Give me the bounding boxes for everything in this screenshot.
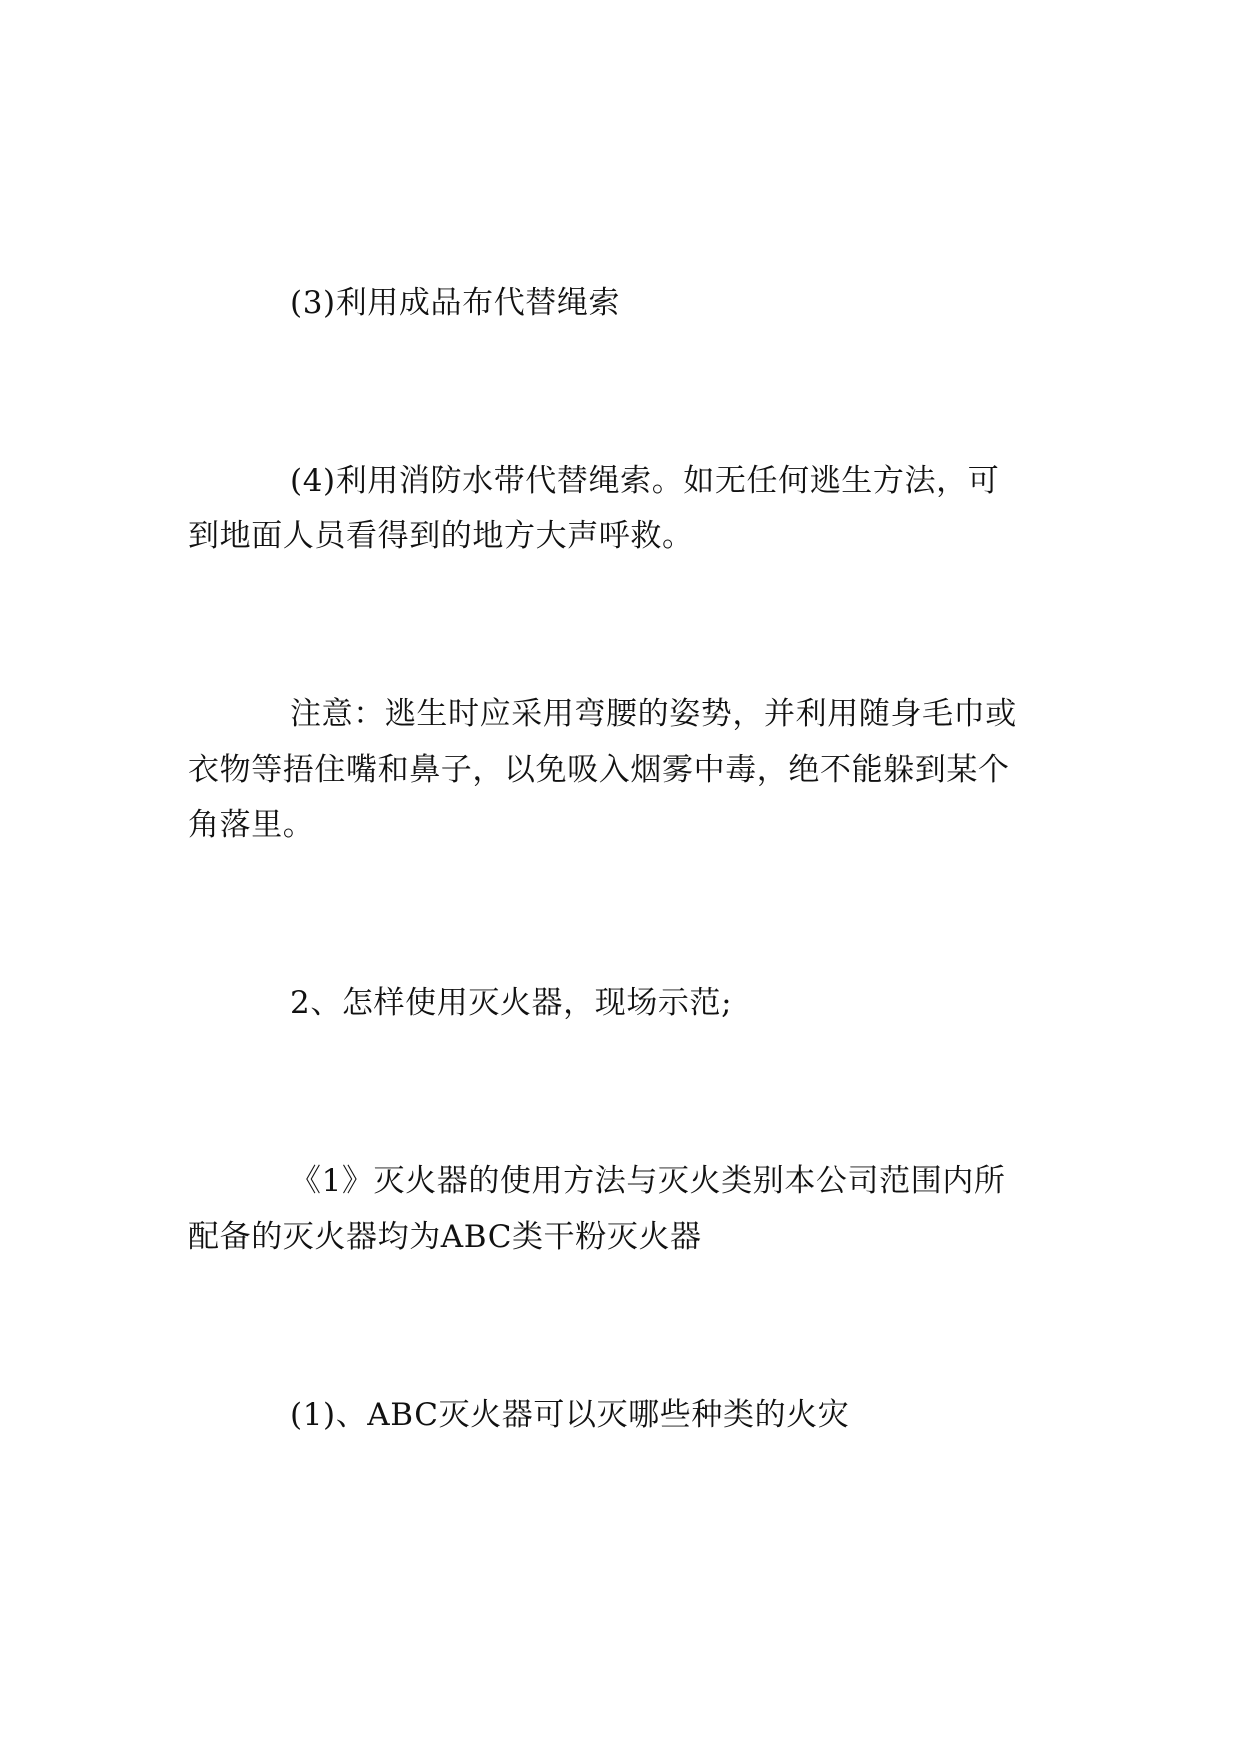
paragraph-line: 配备的灭火器均为ABC类干粉灭火器 <box>188 1219 702 1255</box>
paragraph-line: 角落里。 <box>188 807 315 843</box>
paragraph-line: (3)利用成品布代替绳索 <box>290 285 621 321</box>
paragraph-line: 注意：逃生时应采用弯腰的姿势，并利用随身毛巾或 <box>290 696 1017 732</box>
paragraph-line: 衣物等捂住嘴和鼻子，以免吸入烟雾中毒，绝不能躲到某个 <box>188 752 1010 788</box>
paragraph-line: 《1》灭火器的使用方法与灭火类别本公司范围内所 <box>290 1163 1006 1199</box>
paragraph-line: 到地面人员看得到的地方大声呼救。 <box>188 518 694 554</box>
paragraph-line: (1)、ABC灭火器可以灭哪些种类的火灾 <box>290 1397 850 1433</box>
paragraph-line: 2、怎样使用灭火器，现场示范; <box>290 985 733 1021</box>
paragraph-line: (4)利用消防水带代替绳索。如无任何逃生方法，可 <box>290 463 1000 499</box>
